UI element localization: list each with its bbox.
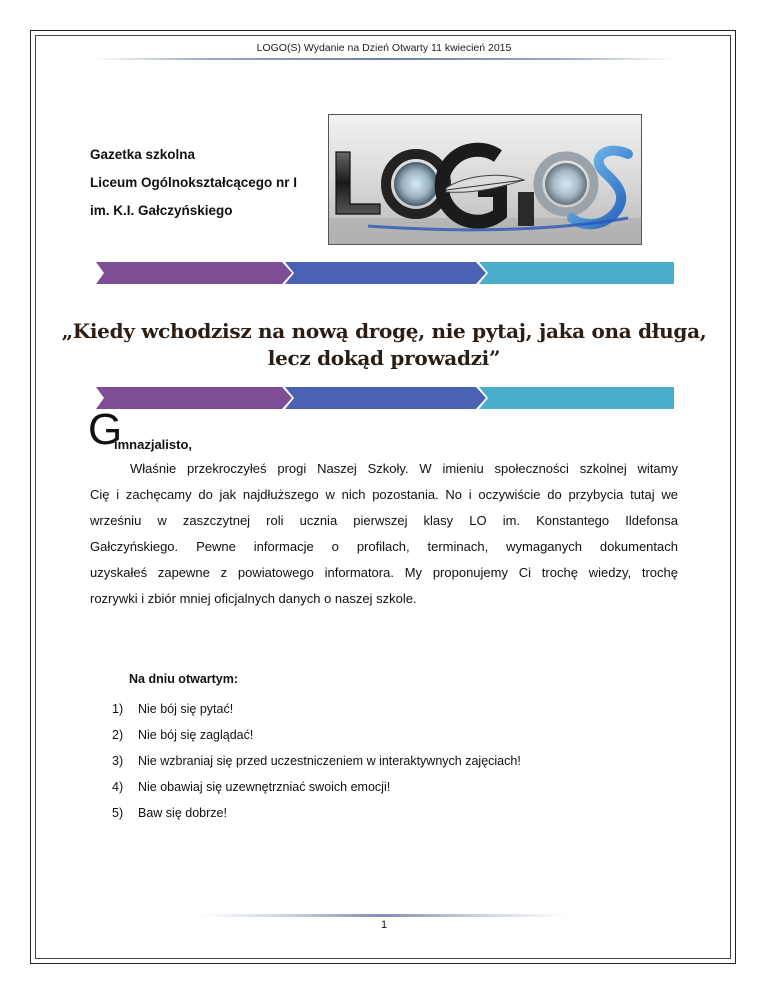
school-line-newspaper: Gazetka szkolna bbox=[90, 147, 196, 162]
list-item-text: Nie bój się pytać! bbox=[138, 702, 234, 716]
decorative-arrows-top bbox=[96, 262, 674, 284]
list-title: Na dniu otwartym: bbox=[129, 672, 239, 686]
list-item-number: 1) bbox=[112, 702, 124, 716]
page-header: LOGO(S) Wydanie na Dzień Otwarty 11 kwiecień 2015 bbox=[256, 42, 512, 54]
list-item-number: 2) bbox=[112, 728, 124, 742]
list-item-text: Nie bój się zaglądać! bbox=[138, 728, 254, 742]
list-item-number: 3) bbox=[112, 754, 124, 768]
list-item bbox=[112, 748, 521, 774]
list-item-text: Baw się dobrze! bbox=[138, 806, 227, 820]
list-item-text: Nie obawiaj się uzewnętrzniać swoich emocji! bbox=[138, 780, 391, 794]
list-item bbox=[112, 722, 521, 748]
list-item-text: Nie wzbraniaj się przed uczestniczeniem w interaktywnych zajęciach! bbox=[138, 754, 521, 768]
list-item-number: 4) bbox=[112, 780, 124, 794]
decorative-arrows-bottom bbox=[96, 387, 674, 409]
tips-list bbox=[112, 696, 521, 826]
list-item bbox=[112, 696, 521, 722]
greeting: imnazjalisto, bbox=[114, 437, 193, 452]
paragraph-line: Cię i zachęcamy do jak najdłuższego w nich pozostania. No i oczywiście do przybycia tutaj we bbox=[90, 487, 678, 502]
header-rule bbox=[92, 58, 676, 60]
school-line-name: Liceum Ogólnokształcącego nr I bbox=[90, 175, 298, 190]
list-item bbox=[112, 774, 521, 800]
paragraph-line: Gałczyńskiego. Pewne informacje o profilach, terminach, wymaganych dokumentach bbox=[90, 539, 678, 554]
page-number: 1 bbox=[380, 919, 388, 931]
paragraph-line: uzyskałeś zapewne z powiatowego informatora. My proponujemy Ci trochę wiedzy, trochę bbox=[90, 565, 678, 580]
paragraph-line: Właśnie przekroczyłeś progi Naszej Szkoły. W imieniu społeczności szkolnej witamy bbox=[130, 461, 678, 476]
paragraph-line: wrześniu w zaszczytnej roli ucznia pierwszej klasy LO im. Konstantego Ildefonsa bbox=[90, 513, 678, 528]
school-info bbox=[90, 141, 297, 225]
motto-line-1: „Kiedy wchodzisz na nową drogę, nie pytaj, jaka ona długa, bbox=[61, 319, 707, 343]
logos-logo bbox=[328, 114, 642, 245]
school-line-patron: im. K.I. Gałczyńskiego bbox=[90, 203, 233, 218]
footer-rule bbox=[198, 914, 568, 917]
motto-quote bbox=[60, 318, 708, 372]
drop-cap: G bbox=[88, 405, 123, 454]
paragraph-line: rozrywki i zbiór mniej oficjalnych danych o naszej szkole. bbox=[90, 591, 417, 606]
list-item bbox=[112, 800, 521, 826]
list-item-number: 5) bbox=[112, 806, 124, 820]
intro-paragraph bbox=[90, 456, 678, 612]
motto-line-2: lecz dokąd prowadzi” bbox=[267, 346, 501, 370]
